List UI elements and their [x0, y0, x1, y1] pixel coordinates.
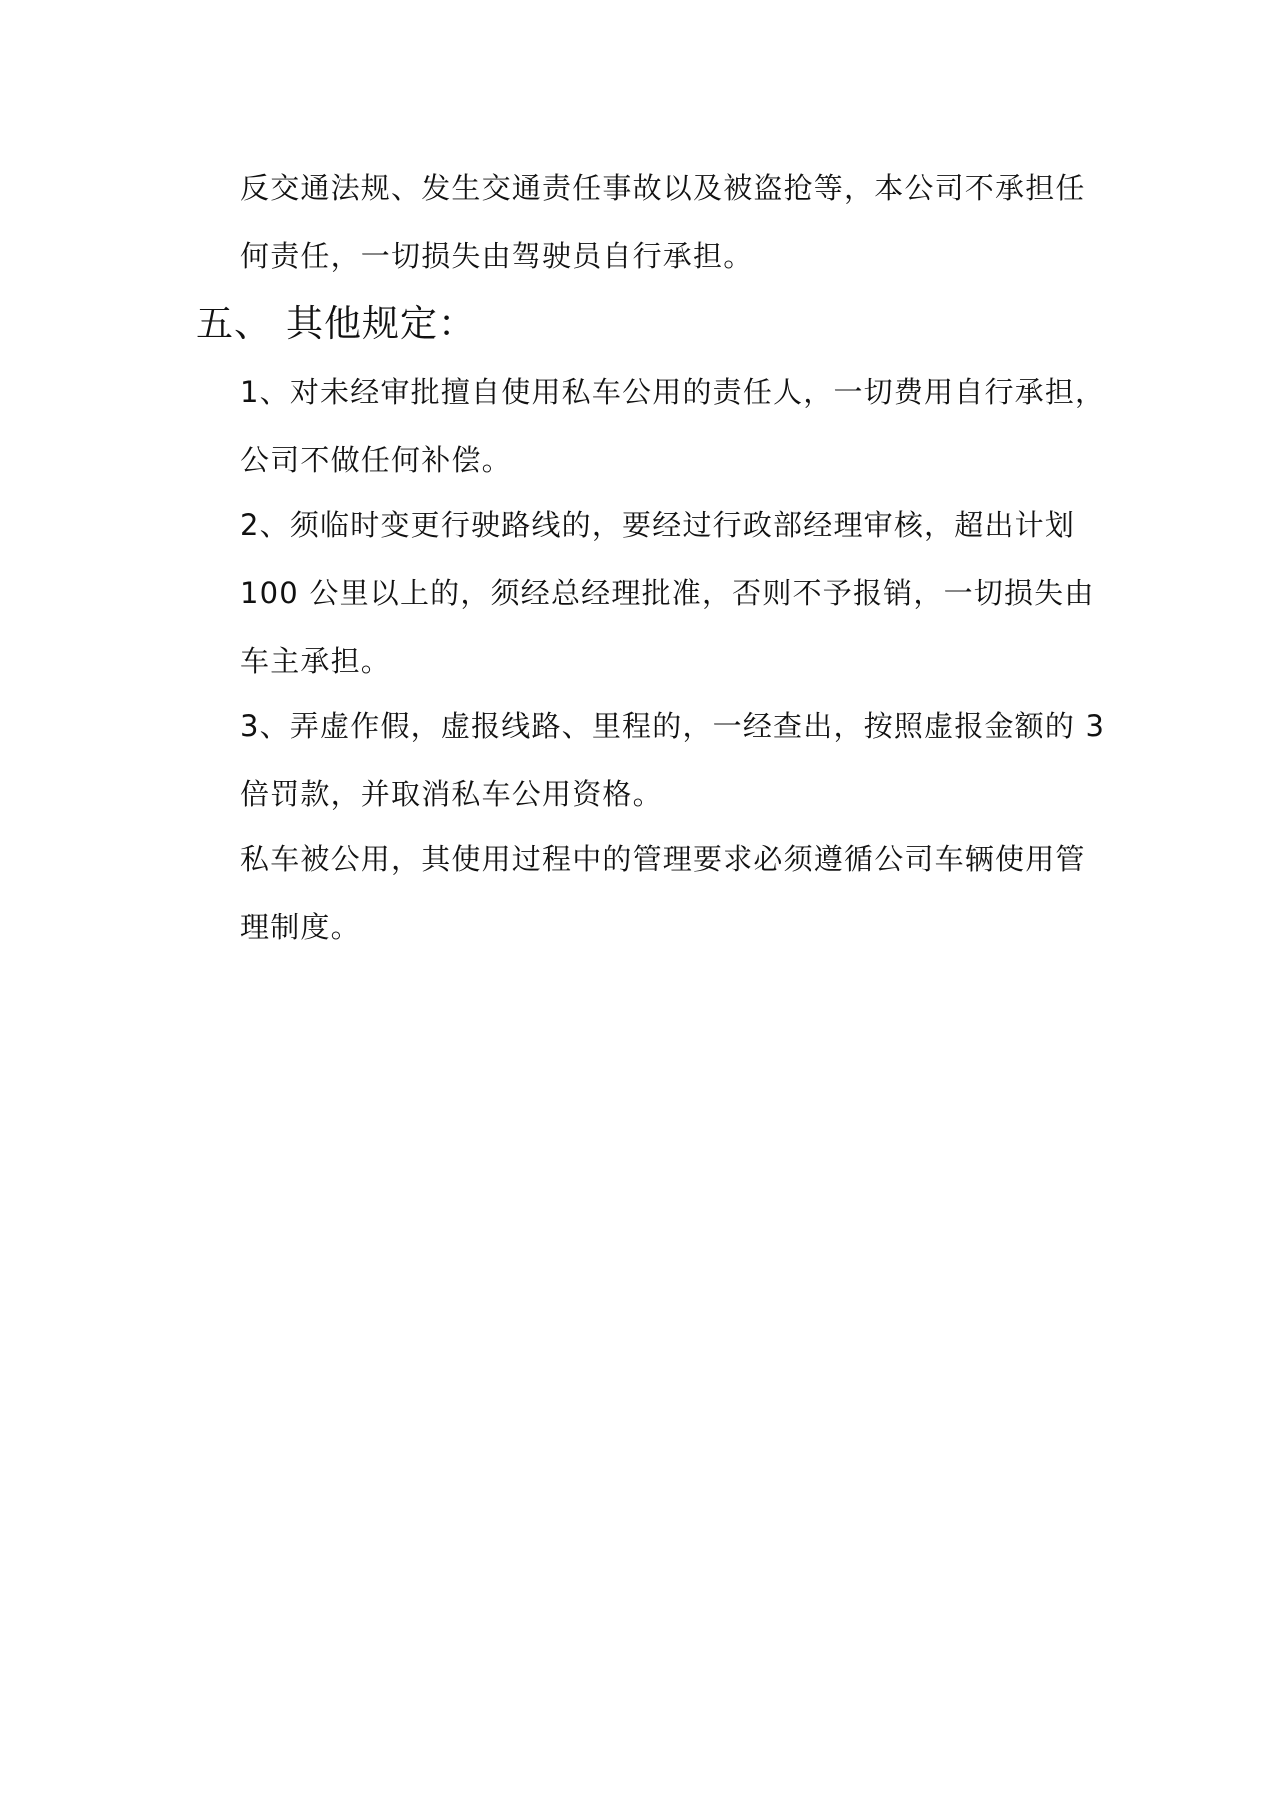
item-3-line-2: 倍罚款，并取消私车公用资格。: [240, 777, 663, 811]
closing-line-2: 理制度。: [240, 910, 361, 944]
continuation-line-1: 反交通法规、发生交通责任事故以及被盗抢等，本公司不承担任: [240, 171, 1086, 205]
item-3-line-1: 3、弄虚作假，虚报线路、里程的，一经查出，按照虚报金额的 3: [240, 709, 1106, 743]
item-1-line-1: 1、对未经审批擅自使用私车公用的责任人，一切费用自行承担，: [240, 375, 1106, 409]
section-number: 五、: [196, 302, 272, 345]
section-title: 其他规定：: [286, 302, 476, 345]
continuation-line-2: 何责任，一切损失由驾驶员自行承担。: [240, 239, 754, 273]
item-2-line-3: 车主承担。: [240, 644, 392, 678]
closing-line-1: 私车被公用，其使用过程中的管理要求必须遵循公司车辆使用管: [240, 842, 1086, 876]
item-1-line-2: 公司不做任何补偿。: [240, 443, 512, 477]
item-2-line-1: 2、须临时变更行驶路线的，要经过行政部经理审核，超出计划: [240, 508, 1076, 542]
section-heading: [196, 300, 476, 348]
item-2-line-2: 100 公里以上的，须经总经理批准，否则不予报销，一切损失由: [240, 576, 1095, 610]
